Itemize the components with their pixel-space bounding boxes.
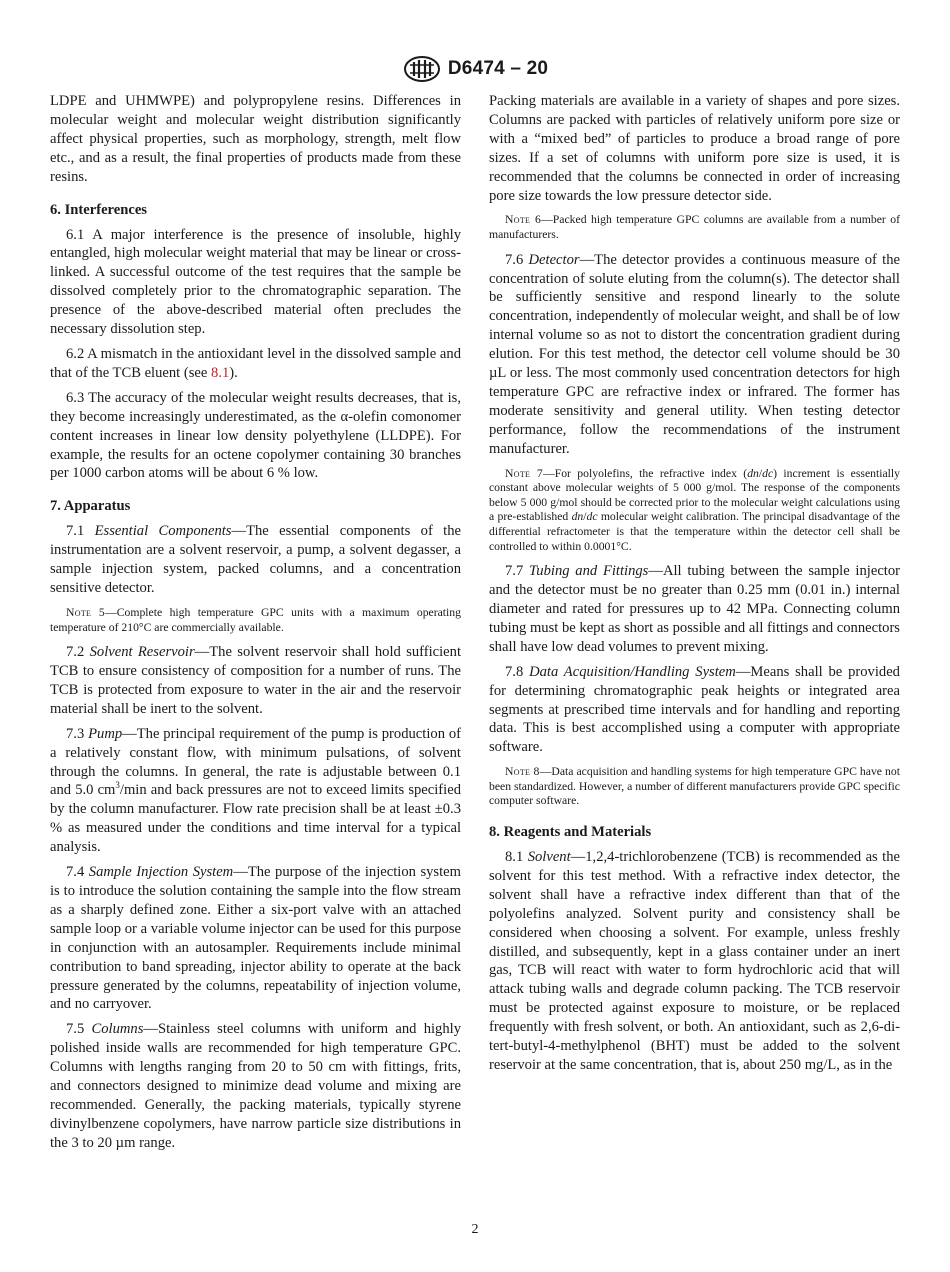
text-7-3-a: —The principal requirement of the pump is production of a relatively constant flow, with minimum pulsations, of solvent through the columns. In general, the rate is adjustable between 0.1 and 5.0 cm xyxy=(50,725,461,799)
note-7-dn-2: dn xyxy=(571,510,584,524)
term-7-5: Columns xyxy=(91,1021,144,1038)
paragraph-6-2-text: 6.2 A mismatch in the antioxidant level in the dissolved sample and that of the TCB eluent (see xyxy=(50,345,461,381)
text-8-1: —1,2,4-trichlorobenzene (TCB) is recommended as the solvent for this test method. With a refractive index detector, the solvent shall have a refractive index different than that of the polyolefins analyzed. Solvent purity and consistency shall be considered when choosing a solvent. For example, unless freshly distilled, and subsequently, kept in a glass container under an inert gas, TCB will react with water to form hydrochloric acid that will attack tubing walls and degrade column packing. The TCB reservoir must be protected against exposure to moisture, or be replaced frequently with fresh solvent, or both. An antioxidant, such as 2,6-di-tert-butyl-4-methylphenol (BHT) must be added to the solvent reservoir at the same concentration, that is, about 250 mg/L, as in the xyxy=(489,849,901,1073)
note-7-text-b: ) increment is essentially constant above molecular weights of 5 000 g/mol. The response of the components below 5 000 g/mol should be corrected prior to the molecular weight calculations using a pre-established xyxy=(489,466,901,524)
number-7-8: 7.8 xyxy=(505,663,530,680)
term-8-1: Solvent xyxy=(527,849,571,865)
text-7-1: —The essential components of the instrumentation are a solvent reservoir, a pump, a solvent degasser, a sample injection system, packed columns, and a concentration sensitive detector. xyxy=(50,523,462,597)
number-7-4: 7.4 xyxy=(66,864,89,881)
text-7-7: —All tubing between the sample injector and the detector must be no greater than 0.25 mm (0.01 in.) internal diameter and rated for pressures up to 42 MPa. Connecting column tubing must be kept as short as possible and all fittings and connectors shall have low dead volumes to prevent mixing. xyxy=(489,563,901,655)
number-8-1: 8.1 xyxy=(505,849,528,865)
astm-logo-icon xyxy=(402,55,442,83)
number-7-5: 7.5 xyxy=(66,1021,92,1038)
note-6-text: —Packed high temperature GPC columns are available from a number of manufacturers. xyxy=(489,213,900,242)
paragraph-7-3 xyxy=(50,725,461,857)
note-7-dc-2: dc xyxy=(586,510,598,524)
page-header xyxy=(0,54,950,84)
standard-designation: D6474 – 20 xyxy=(447,58,549,79)
note-7-dn: dn xyxy=(747,466,759,480)
number-7-3: 7.3 xyxy=(66,725,89,742)
term-7-3: Pump xyxy=(88,725,123,742)
paragraph-6-2 xyxy=(50,345,461,383)
note-6 xyxy=(489,213,900,242)
term-7-2: Solvent Reservoir xyxy=(89,644,195,661)
right-column xyxy=(489,92,900,1081)
section-8-1-link[interactable]: 8.1 xyxy=(211,364,230,381)
note-5-label: Note 5 xyxy=(66,605,106,619)
term-7-4: Sample Injection System xyxy=(88,864,234,881)
section-6-heading: 6. Interferences xyxy=(50,201,147,218)
note-5 xyxy=(50,606,461,635)
note-7-slash: / xyxy=(758,466,763,480)
section-7-heading: 7. Apparatus xyxy=(50,498,131,515)
paragraph-7-8 xyxy=(489,663,900,758)
paragraph-6-2-end: ). xyxy=(229,364,238,381)
text-7-3-b: /min and back pressures are not to exceed limits specified by the column manufacturer. Flow rate precision shall be at least ±0.3 % as measured under the conditions and time interval for a typical analysis. xyxy=(50,782,461,856)
paragraph-7-6 xyxy=(489,251,900,459)
left-column xyxy=(50,92,461,1159)
note-8 xyxy=(489,765,900,809)
note-7-slash-2: / xyxy=(583,510,587,524)
paragraph-6-3: 6.3 The accuracy of the molecular weight results decreases, that is, they become increasingly underestimated, as the α-olefin comonomer content increases in linear low density polyethylene (LLDPE). For example, the results for an octene copolymer containing 30 branches per 1000 carbon atoms will be about 6 % low. xyxy=(50,389,461,482)
note-7-dc: dc xyxy=(762,466,774,480)
term-7-1: Essential Components xyxy=(94,523,232,540)
text-7-8: —Means shall be provided for determining chromatographic peak heights or integrated area segments at prescribed time intervals and for handling and reporting data. This is best accomplished using a computer with appropriate software. xyxy=(489,663,900,756)
note-7 xyxy=(489,467,900,555)
term-7-8: Data Acquisition/Handling System xyxy=(529,663,736,680)
page-number: 2 xyxy=(471,1222,479,1237)
paragraph-continuation: LDPE and UHMWPE) and polypropylene resins. Differences in molecular weight and molecular weight distribution significantly affect physical properties, such as morphology, strength, melt flow etc., and as a result, the final properties of products made from these resins. xyxy=(50,93,461,185)
term-7-6: Detector xyxy=(528,251,580,268)
note-7-label: Note 7 xyxy=(505,466,544,480)
note-8-text: —Data acquisition and handling systems for high temperature GPC have not been standardized. However, a number of different manufacturers provide GPC specific computer software. xyxy=(489,765,900,808)
text-7-2: —The solvent reservoir shall hold sufficient TCB to ensure consistency of composition for a number of runs. The TCB is protected from exposure to water in the air and the reservoir material shall be inert to the solvent. xyxy=(50,644,462,717)
paragraph-7-5-continuation: Packing materials are available in a variety of shapes and pore sizes. Columns are packed with particles of relatively uniform pore size or with a “mixed bed” of particles to produce a broad range of pore sizes. If a set of columns with uniform pore size is used, it is recommended that the columns be connected in order of increasing pore size towards the low pressure detector side. xyxy=(489,93,900,204)
paragraph-7-1 xyxy=(50,522,461,598)
paragraph-7-2 xyxy=(50,643,461,719)
note-8-label: Note 8 xyxy=(505,765,540,779)
number-7-7: 7.7 xyxy=(505,563,529,580)
text-7-5: —Stainless steel columns with uniform and highly polished inside walls are recommended for high temperature GPC. Columns with lengths ranging from 20 to 50 cm with fittings, frits, and connectors designed to minimize dead volume and mixing are recommended. Generally, the packing materials, typically styrene divinylbenzene copolymers, have narrow particle size distributions in the 3 to 20 µm range. xyxy=(50,1021,462,1151)
note-6-label: Note 6 xyxy=(505,213,542,227)
text-7-4: —The purpose of the injection system is to introduce the solution containing the sample into the flow stream as a sharply defined zone. Either a six-port valve with an attached sample loop or a variable volume injector can be used for this purpose in conjunction with an autosampler. Requirements include minimal contribution to band spreading, injector ability to operate at the back pressure generated by the columns, repeatability of injection volume, and no carryover. xyxy=(50,864,461,1013)
paragraph-7-4 xyxy=(50,863,461,1014)
term-7-7: Tubing and Fittings xyxy=(529,563,649,580)
superscript-3: 3 xyxy=(115,780,120,791)
section-8-heading: 8. Reagents and Materials xyxy=(489,824,652,840)
number-7-6: 7.6 xyxy=(505,251,529,268)
note-7-text-a: —For polyolefins, the refractive index ( xyxy=(543,466,748,480)
note-5-text: —Complete high temperature GPC units with a maximum operating temperature of 210°C are commercially available. xyxy=(50,605,461,634)
paragraph-8-1 xyxy=(489,848,900,1075)
paragraph-7-5 xyxy=(50,1020,461,1152)
paragraph-7-7 xyxy=(489,562,900,657)
paragraph-6-1: 6.1 A major interference is the presence of insoluble, highly entangled, high molecular weight material that may be linear or cross-linked. A successful outcome of the test requires that the sample be dissolved completely prior to the chromatographic separation. The presence of the above-described material often precludes the necessary dissolution step. xyxy=(50,226,461,338)
number-7-1: 7.1 xyxy=(66,523,95,540)
number-7-2: 7.2 xyxy=(66,644,90,661)
note-7-text-c: molecular weight calibration. The principal disadvantage of the differential refractometer is that the temperature within the detector cell shall be controlled to within 0.0001°C. xyxy=(489,510,900,553)
text-7-6: —The detector provides a continuous measure of the concentration of solute eluting from the column(s). The detector shall be sufficiently sensitive and respond linearly to the solute concentration, independently of molecular weight, and shall be of low internal volume so as not to distort the concentration gradient during elution. For this test method, the detector cell volume should be 30 µL or less. The most commonly used concentration detectors for high temperature GPC are refractive index or infrared. The former has moderate sensitivity and general utility. When testing detector performance, follow the recommendations of the instrument manufacturer. xyxy=(489,251,900,457)
